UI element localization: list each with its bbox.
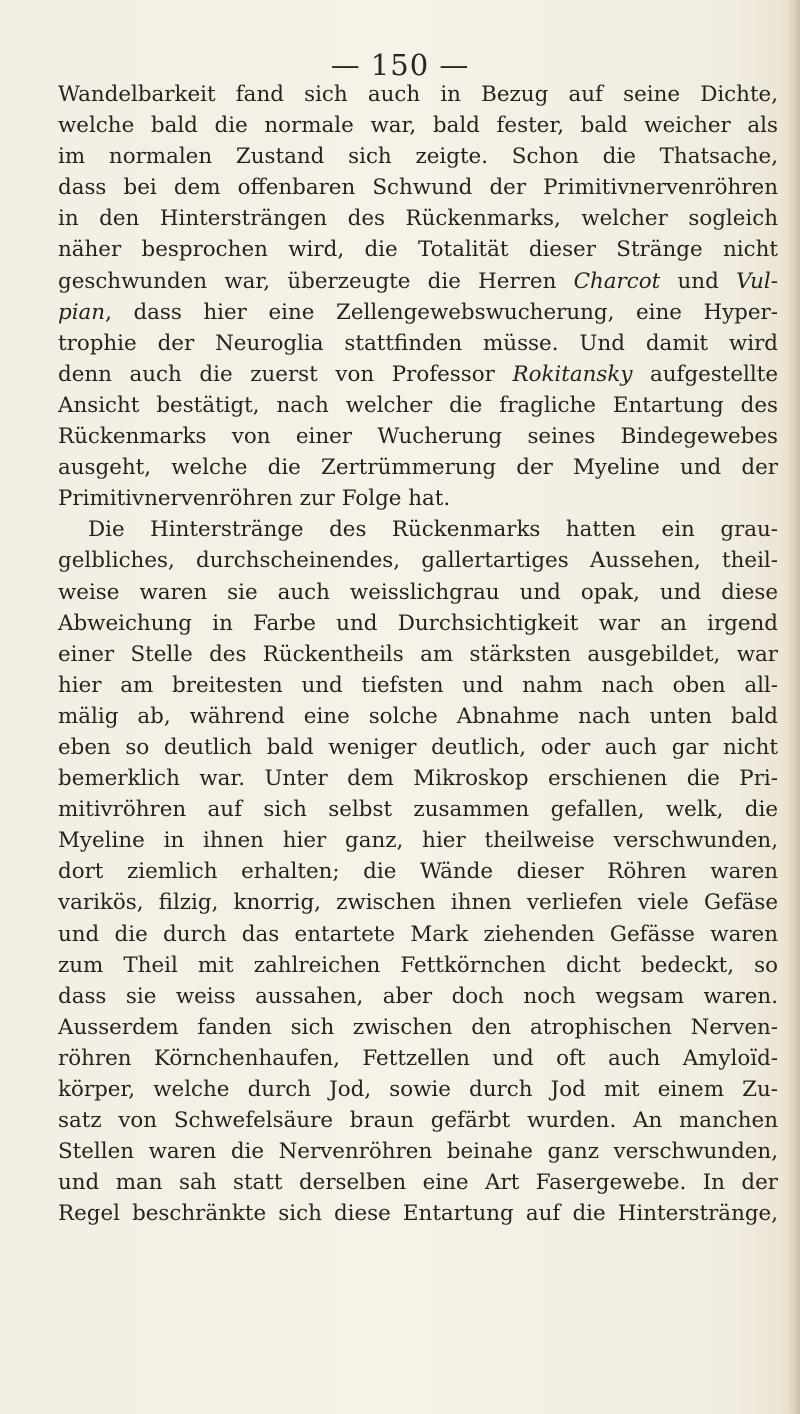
text-line: körper, welche durch Jod, sowie durch Jod mit einem Zu- — [58, 1077, 778, 1102]
text-line: mälig ab, während eine solche Abnahme nach unten bald — [58, 703, 778, 729]
text-line: röhren Körnchenhaufen, Fettzellen und oft auch Amyloïd- — [58, 1045, 778, 1071]
text-line: und die durch das entartete Mark ziehenden Gefässe waren — [58, 921, 778, 947]
text-line: eben so deutlich bald weniger deutlich, oder auch gar nicht — [58, 734, 778, 760]
text-line: varikös, filzig, knorrig, zwischen ihnen verliefen viele Gefäse — [58, 890, 778, 916]
text-line: dass sie weiss aussahen, aber doch noch wegsam waren. — [58, 983, 778, 1009]
text-line: Ausserdem fanden sich zwischen den atrophischen Nerven- — [58, 1014, 778, 1040]
text-line: ausgeht, welche die Zertrümmerung der Myeline und der — [58, 455, 778, 481]
text-line: welche bald die normale war, bald fester, bald weicher als — [58, 113, 778, 139]
text-line: dass bei dem offenbaren Schwund der Primitivnervenröhren — [58, 175, 778, 201]
text-line: bemerklich war. Unter dem Mikroskop erschienen die Pri- — [58, 766, 778, 792]
text-line: Stellen waren die Nervenröhren beinahe ganz verschwunden, — [58, 1139, 778, 1165]
text-line: trophie der Neuroglia stattfinden müsse. Und damit wird — [58, 330, 778, 356]
text-line: geschwunden war, überzeugte die Herren Charcot und Vul- — [58, 268, 778, 294]
text-line: und man sah statt derselben eine Art Fasergewebe. In der — [58, 1170, 778, 1196]
text-line: einer Stelle des Rückentheils am stärksten ausgebildet, war — [58, 641, 778, 667]
text-line: näher besprochen wird, die Totalität dieser Stränge nicht — [58, 237, 778, 263]
text-line: Rückenmarks von einer Wucherung seines Bindegewebes — [58, 424, 778, 450]
person-name: Vul- — [736, 268, 778, 294]
text-line: Ansicht bestätigt, nach welcher die fragliche Entartung des — [58, 392, 778, 418]
body-text — [58, 79, 778, 1229]
text-line: mitivröhren auf sich selbst zusammen gefallen, welk, die — [58, 797, 778, 823]
page-edge-shadow — [786, 0, 800, 1414]
person-name: pian — [58, 299, 106, 325]
page-number: — 150 — — [330, 48, 470, 82]
text-line: satz von Schwefelsäure braun gefärbt wurden. An manchen — [58, 1108, 778, 1134]
text-line: weise waren sie auch weisslichgrau und opak, und diese — [58, 579, 778, 605]
text-line: Myeline in ihnen hier ganz, hier theilweise verschwunden, — [58, 828, 778, 854]
text-line: dort ziemlich erhalten; die Wände dieser Röhren waren — [58, 859, 778, 885]
text-line: Abweichung in Farbe und Durchsichtigkeit war an irgend — [58, 610, 778, 636]
text-line: im normalen Zustand sich zeigte. Schon die Thatsache, — [58, 144, 778, 170]
text-line: Regel beschränkte sich diese Entartung auf die Hinterstränge, — [58, 1201, 778, 1227]
text-line: Primitivnervenröhren zur Folge hat. — [58, 486, 451, 512]
text-line: Die Hinterstränge des Rückenmarks hatten ein grau- — [88, 517, 778, 543]
text-line: Wandelbarkeit fand sich auch in Bezug auf seine Dichte, — [58, 82, 778, 107]
person-name: Rokitansky — [512, 361, 633, 387]
text-line: in den Hintersträngen des Rückenmarks, welcher sogleich — [58, 206, 778, 232]
text-line: pian, dass hier eine Zellengewebswucherung, eine Hyper- — [58, 299, 778, 325]
text-line: zum Theil mit zahlreichen Fettkörnchen dicht bedeckt, so — [58, 952, 778, 978]
person-name: Charcot — [573, 268, 661, 294]
text-line: gelbliches, durchscheinendes, gallertartiges Aussehen, theil- — [58, 548, 778, 574]
text-line: hier am breitesten und tiefsten und nahm nach oben all- — [58, 672, 778, 698]
text-line: denn auch die zuerst von Professor Rokitansky aufgestellte — [58, 361, 778, 387]
